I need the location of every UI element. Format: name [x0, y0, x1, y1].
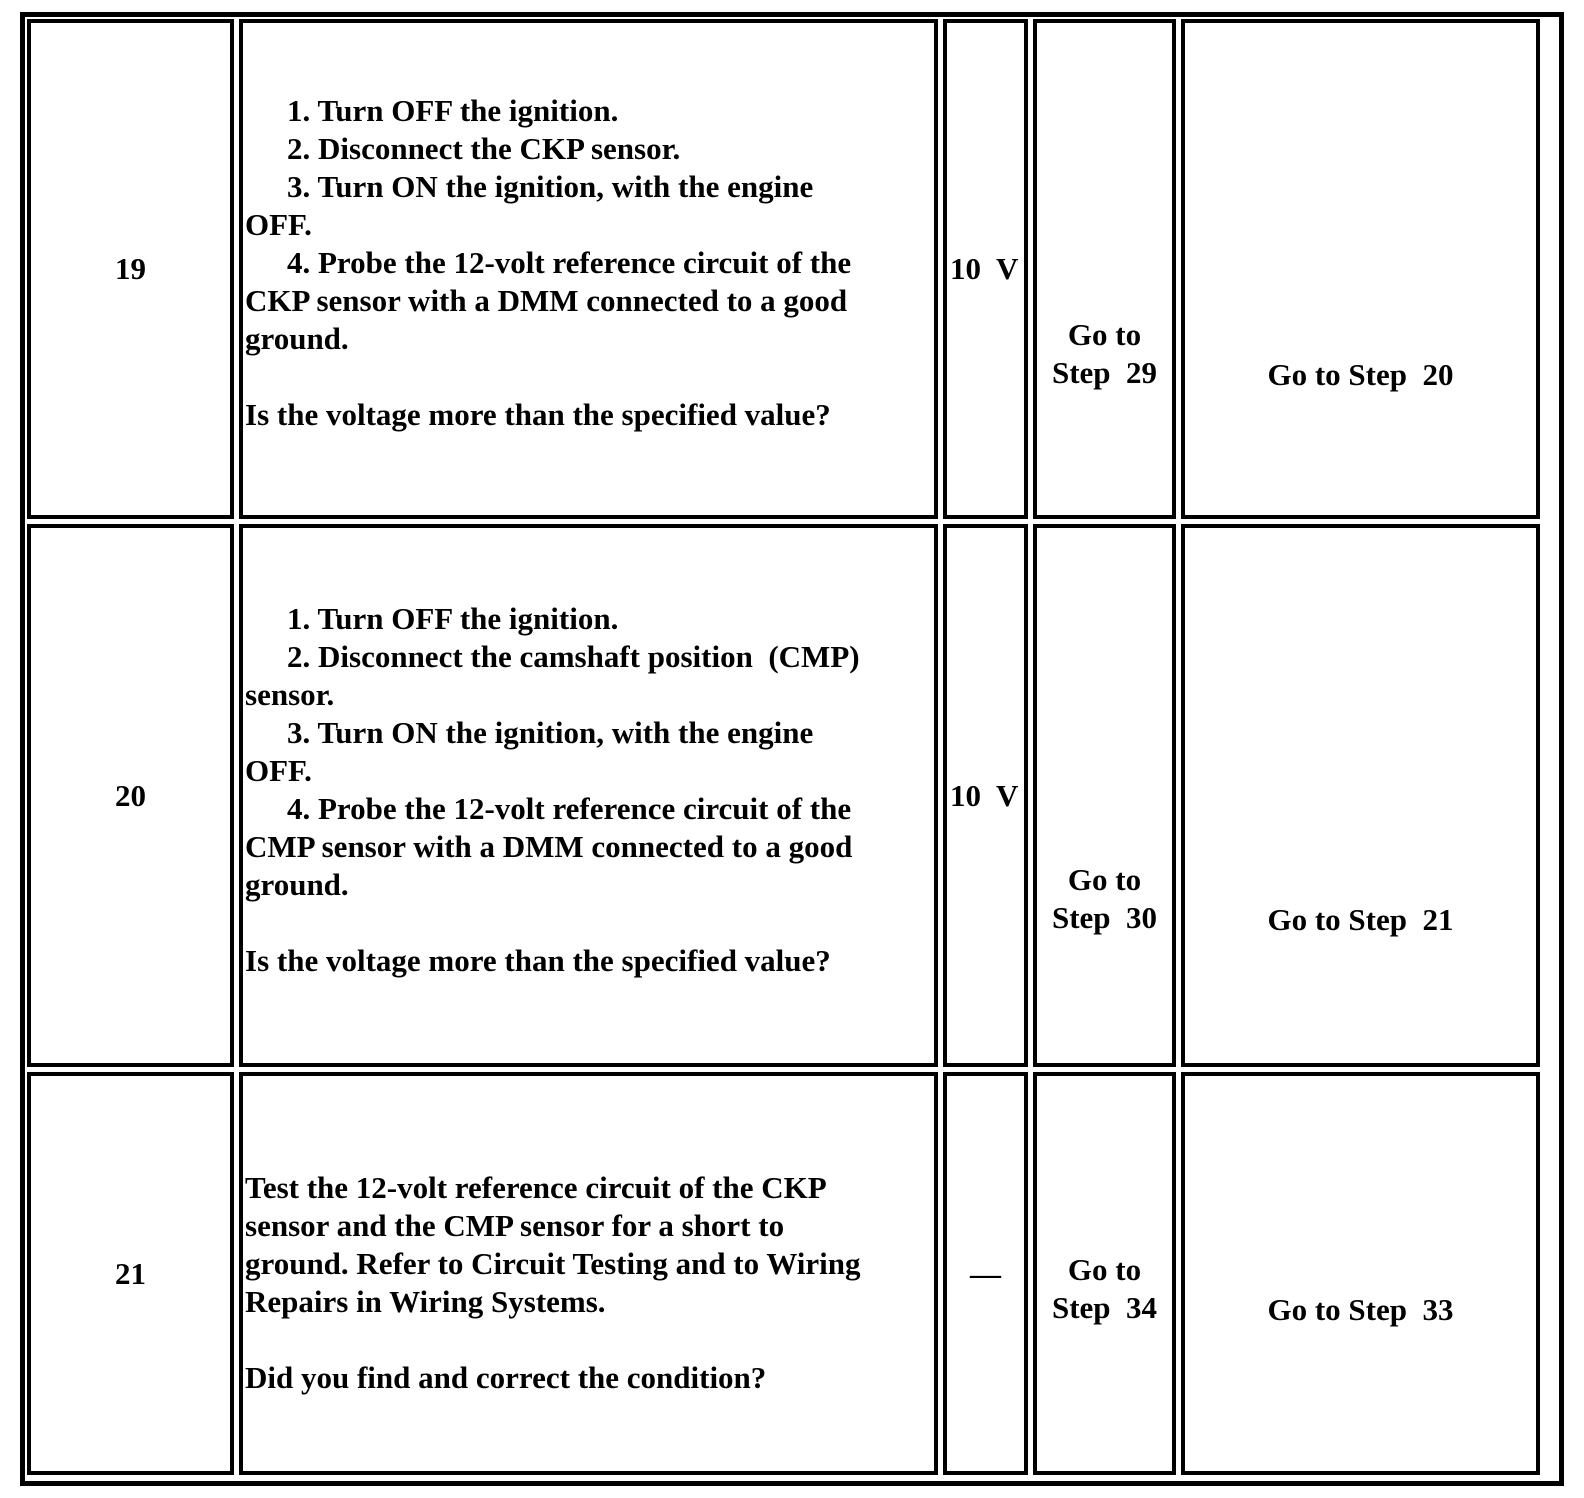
step-number-cell — [27, 19, 234, 519]
step-number-cell — [27, 524, 234, 1067]
step-number: 19 — [115, 251, 146, 286]
step-number: 20 — [115, 777, 146, 813]
action-line: 3. Turn ON the ignition, with the engine — [287, 169, 814, 204]
action-line: 1. Turn OFF the ignition. — [287, 93, 619, 128]
action-line: Test the 12-volt reference circuit of the CKP — [245, 1169, 827, 1205]
step-number-cell — [27, 1072, 234, 1475]
action-line: 4. Probe the 12-volt reference circuit of the — [287, 790, 852, 826]
diagnostic-table — [20, 12, 1564, 1486]
no-action: Go to Step 21 — [1267, 901, 1454, 937]
action-line: Repairs in Wiring Systems. — [245, 1283, 606, 1319]
question: Is the voltage more than the specified value? — [245, 397, 831, 432]
yes-cell — [1033, 19, 1176, 519]
value-cell — [943, 19, 1028, 519]
yes-action: Go to Step 34 — [1051, 1251, 1158, 1325]
no-action: Go to Step 33 — [1267, 1291, 1454, 1327]
question: Is the voltage more than the specified value? — [245, 942, 831, 978]
action-cell — [239, 19, 938, 519]
action-line: sensor. — [245, 676, 335, 712]
action-line: CKP sensor with a DMM connected to a good — [245, 283, 848, 318]
question: Did you find and correct the condition? — [245, 1359, 767, 1395]
value-cell — [943, 1072, 1028, 1475]
no-cell — [1181, 1072, 1540, 1475]
action-line: sensor and the CMP sensor for a short to — [245, 1207, 785, 1243]
action-line: ground. — [245, 321, 349, 356]
action-line: 3. Turn ON the ignition, with the engine — [287, 714, 814, 750]
action-line: OFF. — [245, 207, 312, 242]
yes-cell — [1033, 524, 1176, 1067]
yes-action: Go to Step 30 — [1051, 861, 1158, 935]
action-line: 1. Turn OFF the ignition. — [287, 600, 619, 636]
action-cell — [239, 1072, 938, 1475]
action-line: OFF. — [245, 752, 312, 788]
value-cell — [943, 524, 1028, 1067]
specified-value: 10 V — [950, 251, 1019, 286]
no-cell — [1181, 524, 1540, 1067]
action-line: ground. — [245, 866, 349, 902]
action-line: 2. Disconnect the camshaft position (CMP) — [287, 638, 860, 674]
yes-cell — [1033, 1072, 1176, 1475]
yes-action: Go to Step 29 — [1051, 317, 1158, 390]
step-number: 21 — [115, 1255, 146, 1291]
no-action: Go to Step 20 — [1267, 357, 1454, 392]
action-line: ground. Refer to Circuit Testing and to Wiring — [245, 1245, 861, 1281]
no-cell — [1181, 19, 1540, 519]
action-line: CMP sensor with a DMM connected to a good — [245, 828, 853, 864]
specified-value: 10 V — [950, 777, 1019, 813]
specified-value: — — [970, 1255, 1001, 1291]
action-line: 4. Probe the 12-volt reference circuit of the — [287, 245, 852, 280]
action-cell — [239, 524, 938, 1067]
action-line: 2. Disconnect the CKP sensor. — [287, 131, 681, 166]
